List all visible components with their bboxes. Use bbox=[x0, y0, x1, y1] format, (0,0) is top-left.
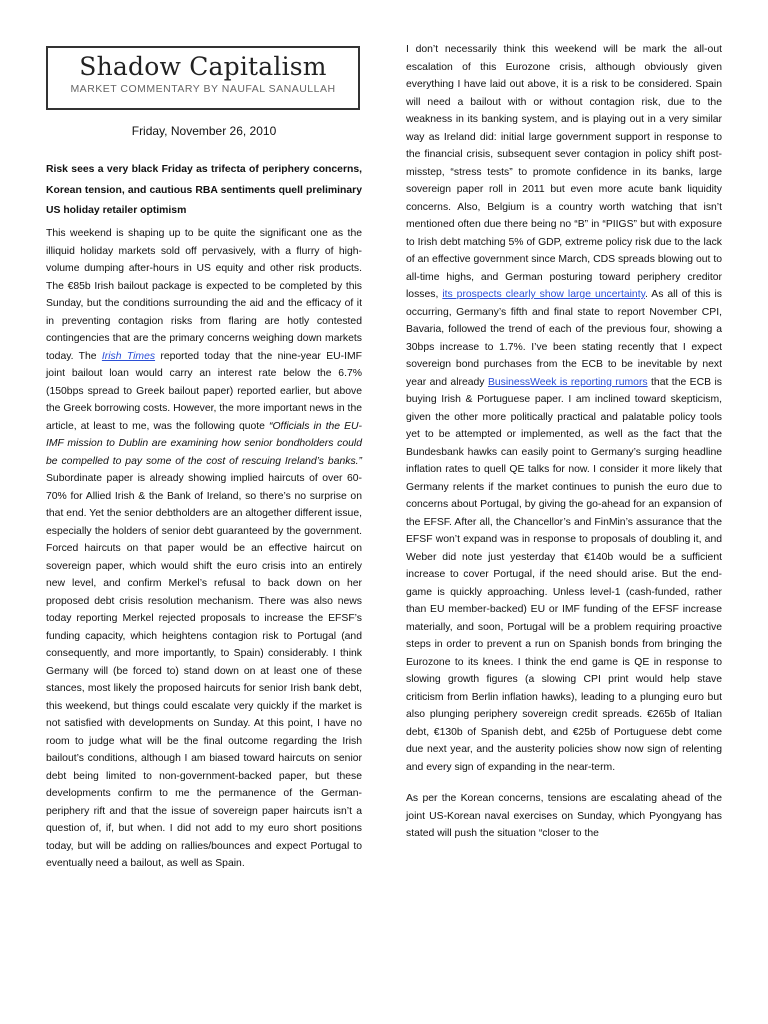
left-paragraph bbox=[46, 225, 362, 873]
prospects-uncertainty-link[interactable]: its prospects clearly show large uncertainty bbox=[442, 289, 646, 300]
left-column bbox=[46, 225, 362, 873]
right-text-2: . As all of this is occurring, Germany’s fifth and final state to report November CPI, Bavaria, followed the trend of each of the previous four, showing a 30bps increase to 1.7%. I’ve been stating recently that I expect sovereign bond purchases from the ECB to be inevitable by next year and already bbox=[406, 289, 722, 388]
article-headline: Risk sees a very black Friday as trifecta of periphery concerns, Korean tension, and cautious RBA sentiments quell preliminary US holiday retailer optimism bbox=[46, 164, 362, 216]
left-text-2: reported today that the nine-year EU-IMF joint bailout loan would carry an interest rate below the 6.7% (150bps spread to Greek bailout paper) reported earlier, but above the Greek borrowing costs. However, the more important news in the article, at least to me, was the following quote bbox=[46, 350, 362, 432]
right-text-3: that the ECB is buying Irish & Portuguese paper. I am inclined toward skepticism, given the other more politically practical and palatable policy tools yet to be attempted or implemented, as well as the fact that the Bundesbank hawks can easily point to Germany’s surging headline inflation rates to quell QE talks for now. I consider it more likely that Germany relents if the market continues to punish the euro due to concerns about Portugal, by giving the go-ahead for an expansion of the EFSF. After all, the Chancellor’s and FinMin’s assurance that the EFSF won’t expand was in response to proposals of doubling it, and Weber did note just yesterday that €140b would be a sufficient increase to cover Portugal, if the need should arise. But the end-game is quickly approaching. Unless level-1 (cash-funded, rather than EU member-backed) EU or IMF funding of the EFSF increase materially, and soon, Portugal will be a problem requiring proactive steps in order to prevent a run on Spanish bonds from bringing the Eurozone to its knees. I think the end game is QE in response to slowing growth figures (a slowing CPI print would help stave criticism from Berlin inflation hawks), leading to a plunging euro but also plunging periphery sovereign credit spreads. €265b of Italian debt, €130b of Spanish debt, and €25b of Portuguese debt come due next year, and the austerity policies show now sign of relenting and every sign of expanding in the near-term. bbox=[406, 376, 722, 773]
businessweek-link[interactable]: BusinessWeek is reporting rumors bbox=[487, 376, 648, 388]
right-paragraph-2: As per the Korean concerns, tensions are escalating ahead of the joint US-Korean naval exercises on Sunday, which Pyongyang has stated will push the situation “closer to the bbox=[406, 793, 722, 839]
left-text-1: This weekend is shaping up to be quite the significant one as the illiquid holiday markets sold off pervasively, with a flurry of high-volume dumping after-hours in US equity and other risk products. The €85b Irish bailout package is expected to be completed by this Sunday, but the conditions surrounding the aid and the efficacy of it in preventing contagion risks from flaring are hotly contested contingencies that are the primary concerns weighing down markets today. The bbox=[46, 228, 362, 362]
left-quote: “Officials in the EU-IMF mission to Dublin are examining how senior bondholders could be compelled to pay some of the cost of rescuing Ireland’s banks.” bbox=[46, 420, 363, 467]
masthead-subtitle: MARKET COMMENTARY BY NAUFAL SANAULLAH bbox=[70, 83, 336, 95]
right-text-1: I don’t necessarily think this weekend will be mark the all-out escalation of this Eurozone crisis, although obviously given everything I have laid out above, it is a risk to be considered. Spain will need a bailout with or without contagion risk, due to the weakness in its banking system, and is playing out in a very similar way as Ireland did: initial large government support in response to the financial crisis, subsequent sever contagion in policy shift post-misstep, “stress tests” to promote confidence in its banks, large sovereign paper roll in 2011 but even more acute bank liquidity concerns. Also, Belgium is a country worth watching that isn’t mentioned often due there being no “B” in “PIIGS” but with exposure to Irish debt matching 5% of GDP, extreme policy risk due to the lack of an effective government since March, CDS spreads blowing out to all-time highs, and German posturing toward periphery creditor losses, bbox=[406, 44, 722, 300]
left-text-3: Subordinate paper is already showing implied haircuts of over 60-70% for Allied Irish & the Bank of Ireland, so there’s no surprise on that end. Yet the senior debtholders are an altogether different issue, especially the holders of senior debt guaranteed by the government. Forced haircuts on that paper would be an effective haircut on sovereign paper, which would shift the euro crisis into an entirely new level, and confirm Merkel’s refusal to back down on her proposed debt crisis resolution mechanism. There was also news today reporting Merkel rejected proposals to increase the EFSF’s funding capacity, which heightens contagion risk to Portugal (and consequently, and more importantly, to Spain) considerably. I think Germany will (be forced to) stand down on at least one of these stances, most likely the proposed haircuts for senior Irish bank debt, this weekend, but things could escalate very quickly if the market is not satisfied with developments on Sunday. At this point, I have no room to judge what will be the final outcome regarding the Irish bailout’s conditions, although I am biased toward haircuts on senior debt being limited to non-government-backed paper, but these developments confirm to me the permanence of the German-periphery rift and that the issue of sovereign paper haircuts isn’t a question of, if, but when. I did not add to my euro short positions today, but will be adding on rallies/bounces and expect Portugal to eventually need a bailout, as well as Spain. bbox=[46, 473, 362, 869]
masthead bbox=[46, 46, 360, 110]
right-paragraph-1 bbox=[406, 41, 722, 776]
article-date: Friday, November 26, 2010 bbox=[131, 124, 277, 138]
masthead-title: Shadow Capitalism bbox=[79, 52, 327, 81]
irish-times-link[interactable]: Irish Times bbox=[101, 350, 156, 362]
right-column bbox=[406, 41, 722, 843]
